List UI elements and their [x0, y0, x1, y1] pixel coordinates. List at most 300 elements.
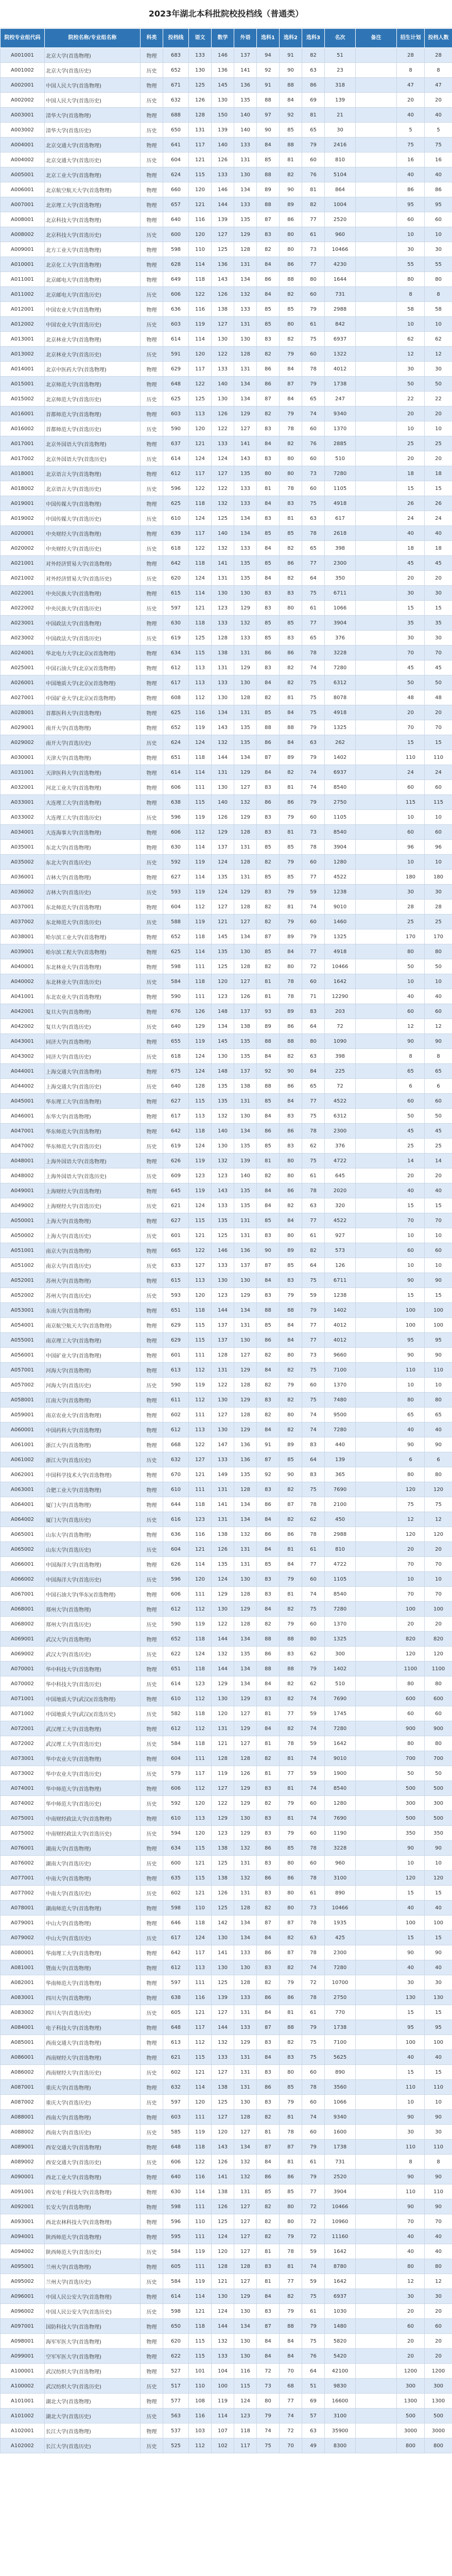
table-cell: 133	[212, 616, 234, 631]
table-cell: 10	[397, 855, 425, 870]
note-cell	[356, 1960, 397, 1975]
table-cell: 60	[397, 212, 425, 227]
table-cell: 10	[425, 1378, 452, 1393]
table-cell: 15	[425, 2005, 452, 2020]
school-name-cell: 长江大学(首选物理)	[45, 2424, 141, 2438]
table-cell: 113	[189, 660, 212, 675]
column-header: 投档线	[163, 29, 189, 48]
table-cell: 84	[257, 1422, 280, 1437]
table-cell: 83	[257, 332, 280, 347]
table-cell: A030001	[1, 750, 45, 765]
table-cell: 61	[302, 2155, 325, 2170]
table-row	[1, 1273, 452, 1288]
table-cell: 60	[425, 1094, 452, 1109]
table-cell: 145	[212, 929, 234, 944]
table-cell: 77	[302, 1318, 325, 1333]
table-cell: 历史	[141, 1796, 163, 1811]
table-cell: 612	[163, 660, 189, 675]
table-cell: A002002	[1, 93, 45, 108]
table-cell: 历史	[141, 451, 163, 466]
table-row	[1, 2424, 452, 2438]
note-cell	[356, 2080, 397, 2095]
table-cell: 636	[163, 302, 189, 317]
table-cell: 646	[163, 1916, 189, 1930]
table-cell: A077002	[1, 1886, 45, 1901]
column-header: 招生计划	[397, 29, 425, 48]
table-cell: A086001	[1, 2050, 45, 2065]
table-cell: A021002	[1, 571, 45, 586]
table-cell: A040002	[1, 974, 45, 989]
table-cell: 历史	[141, 2438, 163, 2453]
table-cell: 127	[234, 2125, 257, 2140]
table-cell: 128	[234, 2259, 257, 2274]
table-row	[1, 2274, 452, 2289]
table-row	[1, 2319, 452, 2334]
table-cell: 50	[397, 959, 425, 974]
table-cell: 84	[257, 1721, 280, 1736]
school-name-cell: 苏州大学(首选历史)	[45, 1288, 141, 1303]
table-cell: 1105	[325, 481, 356, 496]
table-cell: 历史	[141, 347, 163, 362]
table-row	[1, 840, 452, 855]
table-cell: 630	[163, 2184, 189, 2199]
table-cell: 86	[280, 1124, 302, 1139]
table-cell: 40	[397, 2229, 425, 2244]
table-cell: 88	[280, 78, 302, 93]
table-cell: 636	[163, 1527, 189, 1542]
table-cell: 历史	[141, 1378, 163, 1393]
table-cell: 115	[189, 1094, 212, 1109]
table-cell: 物理	[141, 2364, 163, 2379]
table-cell: 88	[257, 1303, 280, 1318]
table-cell: 112	[189, 1363, 212, 1378]
column-header: 名次	[325, 29, 356, 48]
table-cell: 15	[425, 1930, 452, 1945]
table-cell: A019002	[1, 511, 45, 526]
table-cell: 物理	[141, 929, 163, 944]
table-cell: 10	[397, 1856, 425, 1871]
table-row	[1, 989, 452, 1004]
table-cell: 物理	[141, 362, 163, 377]
table-cell: 900	[425, 1721, 452, 1736]
table-cell: 物理	[141, 1467, 163, 1482]
table-cell: 625	[163, 496, 189, 511]
table-cell: 652	[163, 720, 189, 735]
table-cell: 731	[325, 287, 356, 302]
table-row	[1, 765, 452, 780]
table-cell: 90	[425, 2110, 452, 2125]
table-cell: 617	[163, 1930, 189, 1945]
school-name-cell: 复旦大学(首选历史)	[45, 1019, 141, 1034]
table-cell: 81	[280, 511, 302, 526]
table-cell: 115	[189, 2349, 212, 2364]
table-cell: 129	[234, 1721, 257, 1736]
table-row	[1, 466, 452, 481]
note-cell	[356, 123, 397, 138]
table-cell: 80	[280, 1886, 302, 1901]
table-row	[1, 974, 452, 989]
table-cell: 75	[302, 1154, 325, 1168]
table-cell: 85	[257, 840, 280, 855]
table-cell: 物理	[141, 1124, 163, 1139]
table-cell: A041001	[1, 989, 45, 1004]
note-cell	[356, 2379, 397, 2394]
column-header: 科类	[141, 29, 163, 48]
table-cell: 135	[234, 556, 257, 571]
table-cell: A089002	[1, 2155, 45, 2170]
school-name-cell: 北京理工大学(首选物理)	[45, 197, 141, 212]
table-cell: 127	[234, 914, 257, 929]
table-cell: 133	[234, 302, 257, 317]
table-cell: 622	[163, 2349, 189, 2364]
table-cell: 598	[163, 959, 189, 974]
table-cell: 134	[234, 1632, 257, 1647]
table-cell: 138	[212, 1841, 234, 1856]
table-cell: 83	[257, 1288, 280, 1303]
note-cell	[356, 616, 397, 631]
table-cell: 物理	[141, 242, 163, 257]
table-cell: A079001	[1, 1916, 45, 1930]
table-cell: 129	[234, 660, 257, 675]
table-cell: A076002	[1, 1856, 45, 1871]
table-row	[1, 1796, 452, 1811]
table-cell: 60	[302, 287, 325, 302]
table-cell: 563	[163, 2409, 189, 2424]
school-name-cell: 陕西师范大学(首选物理)	[45, 2229, 141, 2244]
table-cell: 77	[302, 556, 325, 571]
table-cell: 640	[163, 2170, 189, 2184]
table-cell: 15	[425, 2065, 452, 2080]
table-cell: 588	[163, 914, 189, 929]
table-cell: 49	[302, 2438, 325, 2453]
table-cell: 80	[397, 1393, 425, 1408]
note-cell	[356, 885, 397, 900]
table-cell: 83	[257, 1856, 280, 1871]
note-cell	[356, 1542, 397, 1557]
table-cell: 24	[397, 765, 425, 780]
table-cell: 1100	[397, 1662, 425, 1676]
table-cell: 79	[280, 1796, 302, 1811]
school-name-cell: 东北林业大学(首选历史)	[45, 974, 141, 989]
table-cell: 历史	[141, 392, 163, 406]
table-cell: 83	[257, 810, 280, 825]
table-cell: 10	[425, 227, 452, 242]
table-cell: 历史	[141, 2304, 163, 2319]
table-cell: 92	[257, 63, 280, 78]
table-cell: A049002	[1, 1198, 45, 1213]
table-cell: 物理	[141, 1871, 163, 1886]
table-cell: 118	[234, 2424, 257, 2438]
table-cell: 60	[302, 2125, 325, 2140]
school-name-cell: 大连理工大学(首选物理)	[45, 795, 141, 810]
table-cell: 历史	[141, 123, 163, 138]
table-cell: 88	[280, 2319, 302, 2334]
table-cell: 63	[302, 1930, 325, 1945]
table-cell: 300	[425, 1796, 452, 1811]
table-cell: A004002	[1, 152, 45, 167]
table-cell: 118	[189, 750, 212, 765]
school-name-cell: 中山大学(首选物理)	[45, 1916, 141, 1930]
table-cell: A047002	[1, 1139, 45, 1154]
table-row	[1, 1901, 452, 1916]
table-cell: 20	[397, 2304, 425, 2319]
table-cell: 121	[189, 2005, 212, 2020]
table-cell: 79	[280, 347, 302, 362]
table-cell: 603	[163, 317, 189, 332]
table-cell: A055001	[1, 1333, 45, 1348]
table-cell: 133	[234, 631, 257, 646]
table-cell: 81	[280, 780, 302, 795]
table-row	[1, 1826, 452, 1841]
table-cell: 8	[397, 63, 425, 78]
table-cell: 80	[425, 1467, 452, 1482]
table-cell: 物理	[141, 406, 163, 421]
table-cell: 3000	[425, 2424, 452, 2438]
table-cell: 物理	[141, 1363, 163, 1378]
table-cell: 129	[189, 1019, 212, 1034]
table-cell: 59	[302, 885, 325, 900]
table-cell: 133	[212, 2349, 234, 2364]
table-cell: 612	[163, 1422, 189, 1437]
table-cell: 111	[189, 2110, 212, 2125]
school-name-cell: 华东理工大学(首选物理)	[45, 1094, 141, 1109]
table-cell: 86	[257, 1945, 280, 1960]
table-cell: 历史	[141, 1228, 163, 1243]
table-cell: 143	[212, 272, 234, 287]
table-cell: 584	[163, 1736, 189, 1751]
table-cell: 133	[212, 1258, 234, 1273]
table-cell: 115	[189, 795, 212, 810]
note-cell	[356, 421, 397, 436]
table-cell: 125	[189, 78, 212, 93]
table-cell: 655	[163, 1034, 189, 1049]
table-cell: 物理	[141, 586, 163, 601]
table-cell: 810	[325, 1542, 356, 1557]
table-cell: 128	[189, 1079, 212, 1094]
school-name-cell: 北京师范大学(首选物理)	[45, 377, 141, 392]
table-cell: 62	[302, 1647, 325, 1662]
table-cell: 135	[234, 1183, 257, 1198]
table-cell: 15	[397, 481, 425, 496]
table-cell: 612	[163, 1602, 189, 1617]
table-cell: 90	[397, 1034, 425, 1049]
table-cell: 77	[302, 944, 325, 959]
table-cell: 80	[425, 1676, 452, 1691]
table-cell: 79	[302, 720, 325, 735]
table-cell: 115	[189, 1871, 212, 1886]
table-cell: 140	[212, 377, 234, 392]
table-cell: 63	[302, 1198, 325, 1213]
table-cell: 591	[163, 347, 189, 362]
table-cell: 582	[163, 1706, 189, 1721]
note-cell	[356, 466, 397, 481]
table-cell: 577	[163, 2394, 189, 2409]
table-cell: 131	[234, 705, 257, 720]
table-cell: 645	[325, 1168, 356, 1183]
note-cell	[356, 2020, 397, 2035]
table-cell: 物理	[141, 332, 163, 347]
table-cell: 129	[234, 1781, 257, 1796]
table-cell: 74	[302, 1751, 325, 1766]
table-cell: 1090	[325, 1034, 356, 1049]
table-cell: 60	[397, 1094, 425, 1109]
table-cell: 84	[257, 287, 280, 302]
table-cell: A070001	[1, 1662, 45, 1676]
note-cell	[356, 1587, 397, 1602]
table-cell: 601	[163, 1228, 189, 1243]
table-row	[1, 332, 452, 347]
table-cell: 历史	[141, 601, 163, 616]
table-cell: 130	[212, 2289, 234, 2304]
table-cell: 64	[302, 1019, 325, 1034]
table-cell: 80	[302, 1034, 325, 1049]
table-cell: 82	[257, 242, 280, 257]
table-cell: 79	[302, 302, 325, 317]
school-name-cell: 北京邮电大学(首选物理)	[45, 272, 141, 287]
table-cell: 7280	[325, 1721, 356, 1736]
school-name-cell: 山东大学(首选物理)	[45, 1527, 141, 1542]
school-name-cell: 西南大学(首选物理)	[45, 2110, 141, 2125]
table-cell: 121	[189, 1228, 212, 1243]
note-cell	[356, 1213, 397, 1228]
table-cell: 77	[302, 870, 325, 885]
table-row	[1, 526, 452, 541]
table-cell: 40	[425, 526, 452, 541]
table-cell: 86	[302, 78, 325, 93]
table-cell: A033002	[1, 810, 45, 825]
table-row	[1, 1676, 452, 1691]
table-cell: 90	[425, 1841, 452, 1856]
note-cell	[356, 2244, 397, 2259]
table-cell: 617	[163, 675, 189, 690]
table-cell: 60	[425, 212, 452, 227]
school-name-cell: 湖南师范大学(首选物理)	[45, 1901, 141, 1916]
table-cell: 135	[234, 1647, 257, 1662]
table-cell: 111	[189, 2199, 212, 2214]
school-name-cell: 北京外国语大学(首选历史)	[45, 451, 141, 466]
table-cell: 365	[325, 1467, 356, 1482]
table-cell: 87	[257, 2319, 280, 2334]
table-cell: 85	[280, 616, 302, 631]
table-row	[1, 1662, 452, 1676]
table-cell: 82	[302, 197, 325, 212]
table-row	[1, 421, 452, 436]
table-cell: 4918	[325, 944, 356, 959]
table-cell: 4012	[325, 1318, 356, 1333]
note-cell	[356, 1408, 397, 1422]
table-cell: 物理	[141, 989, 163, 1004]
note-cell	[356, 1079, 397, 1094]
table-cell: 60	[397, 2319, 425, 2334]
table-cell: 55	[425, 257, 452, 272]
school-name-cell: 武汉理工大学(首选历史)	[45, 1736, 141, 1751]
table-cell: 132	[212, 735, 234, 750]
table-cell: 3100	[325, 2409, 356, 2424]
table-cell: 84	[280, 735, 302, 750]
table-cell: 86	[257, 795, 280, 810]
school-name-cell: 中央民族大学(首选物理)	[45, 586, 141, 601]
table-cell: 40	[397, 2050, 425, 2065]
table-cell: 85	[280, 2184, 302, 2199]
table-cell: 12	[425, 1512, 452, 1527]
table-cell: 642	[163, 1945, 189, 1960]
table-cell: 2520	[325, 2170, 356, 2184]
table-cell: 72	[280, 2424, 302, 2438]
table-cell: 85	[280, 1841, 302, 1856]
table-cell: 86	[257, 1527, 280, 1542]
table-cell: 87	[257, 212, 280, 227]
table-cell: 60	[302, 1856, 325, 1871]
table-cell: 86	[280, 1019, 302, 1034]
table-cell: 144	[212, 2020, 234, 2035]
table-cell: 60	[302, 347, 325, 362]
table-cell: 83	[257, 780, 280, 795]
table-cell: 500	[397, 1781, 425, 1796]
table-cell: 115	[189, 1841, 212, 1856]
table-cell: 81	[280, 1751, 302, 1766]
table-cell: 78	[302, 1527, 325, 1542]
table-cell: 60	[425, 2319, 452, 2334]
table-cell: 127	[234, 780, 257, 795]
table-cell: 物理	[141, 1990, 163, 2005]
table-row	[1, 392, 452, 406]
table-cell: 88	[280, 720, 302, 735]
school-name-cell: 湖北大学(首选历史)	[45, 2409, 141, 2424]
table-row	[1, 1602, 452, 1617]
table-cell: 84	[257, 571, 280, 586]
table-cell: 398	[325, 541, 356, 556]
table-cell: 70	[425, 2214, 452, 2229]
table-cell: 112	[189, 2438, 212, 2453]
table-cell: 79	[302, 750, 325, 765]
table-cell: 物理	[141, 1527, 163, 1542]
table-cell: 125	[212, 242, 234, 257]
table-cell: 131	[234, 1557, 257, 1572]
table-cell: 90	[425, 1437, 452, 1452]
table-cell: 60	[302, 481, 325, 496]
table-cell: 1480	[325, 2319, 356, 2334]
table-cell: 97	[257, 108, 280, 123]
table-cell: 126	[212, 2155, 234, 2170]
school-name-cell: 北京科技大学(首选历史)	[45, 227, 141, 242]
table-cell: 131	[189, 123, 212, 138]
table-cell: 78	[302, 646, 325, 660]
school-name-cell: 南开大学(首选历史)	[45, 735, 141, 750]
table-row	[1, 959, 452, 974]
table-cell: 123	[212, 1826, 234, 1841]
table-cell: 111	[189, 2229, 212, 2244]
table-cell: 4918	[325, 496, 356, 511]
table-cell: 92	[257, 1467, 280, 1482]
table-cell: 121	[189, 152, 212, 167]
table-cell: 18	[397, 541, 425, 556]
table-cell: 50	[397, 1109, 425, 1124]
table-cell: 596	[163, 1572, 189, 1587]
table-cell: A089001	[1, 2140, 45, 2155]
school-name-cell: 中国地质大学(武汉)(首选历史)	[45, 1706, 141, 1721]
table-cell: 134	[234, 1497, 257, 1512]
table-cell: 10	[397, 421, 425, 436]
school-name-cell: 北京邮电大学(首选历史)	[45, 287, 141, 302]
table-cell: 130	[234, 2349, 257, 2364]
school-name-cell: 中国地质大学(武汉)(首选物理)	[45, 1691, 141, 1706]
note-cell	[356, 406, 397, 421]
school-name-cell: 中国人民大学(首选物理)	[45, 78, 141, 93]
table-cell: 927	[325, 1228, 356, 1243]
table-cell: 129	[234, 1288, 257, 1303]
table-cell: 135	[234, 735, 257, 750]
table-cell: 629	[163, 362, 189, 377]
